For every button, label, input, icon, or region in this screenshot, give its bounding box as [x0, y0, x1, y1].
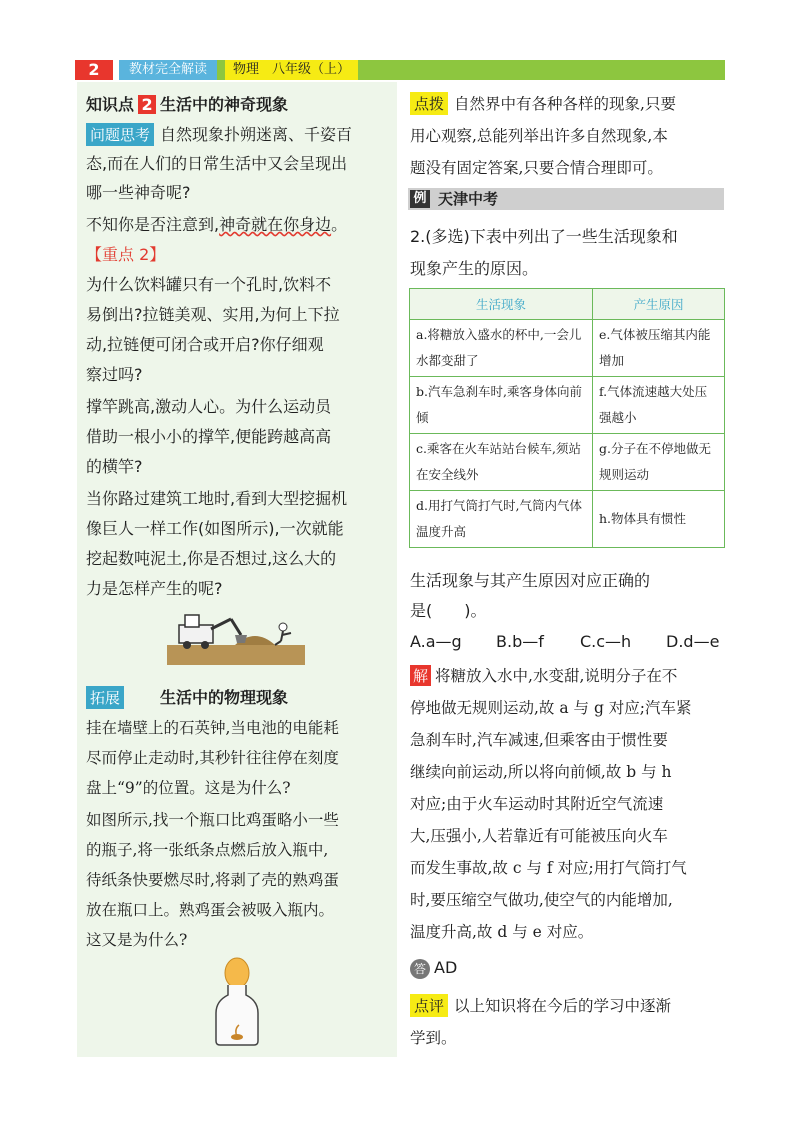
kp-number: 2: [138, 95, 156, 114]
text-span: 不知你是否注意到,: [86, 215, 220, 234]
extension-title: 生活中的物理现象: [160, 688, 289, 707]
text-line: 急刹车时,汽车减速,但乘客由于惯性要: [410, 731, 668, 749]
text-line: 用心观察,总能列举出许多自然现象,本: [410, 127, 668, 145]
text-line: 自然现象扑朔迷离、千姿百: [160, 125, 353, 144]
text-line: 的瓶子,将一张纸条点燃后放入瓶中,: [86, 841, 329, 859]
text-line: 借助一根小小的撑竿,便能跨越高高: [86, 427, 332, 446]
text-line: 放在瓶口上。熟鸡蛋会被吸入瓶内。: [86, 901, 335, 919]
text-line: 尽而停止走动时,其秒针往往停在刻度: [86, 749, 339, 767]
text-line: 盘上“9”的位置。这是为什么?: [86, 779, 291, 797]
page-header: [75, 60, 725, 80]
think-line: [86, 122, 352, 146]
book-title: 教材完全解读: [119, 60, 217, 80]
answer-tag: 答: [410, 959, 430, 979]
text-line: 察过吗?: [86, 365, 143, 384]
extension-tag: 拓展: [86, 686, 124, 709]
option-c: C.c—h: [580, 632, 632, 651]
question-line: 2.(多选)下表中列出了一些生活现象和: [410, 227, 678, 246]
example-source: 天津中考: [438, 190, 499, 208]
phenomena-table: [409, 288, 725, 548]
kp-prefix: 知识点: [86, 95, 135, 114]
text-span: 。: [331, 215, 348, 234]
text-line: 挖起数吨泥土,你是否想过,这么大的: [86, 549, 337, 568]
text-line: 如图所示,找一个瓶口比鸡蛋略小一些: [86, 811, 339, 829]
table-header-row: [410, 289, 725, 320]
option-d: D.d—e: [666, 632, 720, 651]
text-line: 哪一些神奇呢?: [86, 183, 191, 202]
solution-tag: 解: [410, 665, 431, 686]
question-line: 现象产生的原因。: [410, 259, 539, 278]
answer-value: AD: [434, 958, 458, 977]
solution-line: [410, 664, 677, 686]
text-line: 自然界中有各种各样的现象,只要: [454, 95, 676, 113]
text-line: 时,要压缩空气做功,使空气的内能增加,: [410, 891, 673, 909]
text-line: 继续向前运动,所以将向前倾,故 b 与 h: [410, 763, 672, 781]
table-cell: c.乘客在火车站站台候车,须站在安全线外: [410, 434, 593, 491]
text-line: 力是怎样产生的呢?: [86, 579, 223, 598]
bottle-egg-illustration: [212, 955, 262, 1047]
subject-label: 物理 八年级（上）: [225, 60, 358, 80]
text-line: 当你路过建筑工地时,看到大型挖掘机: [86, 489, 348, 508]
text-line: 题没有固定答案,只要合情合理即可。: [410, 159, 663, 177]
table-header: 产生原因: [593, 289, 725, 320]
table-row: [410, 377, 725, 434]
text-line: 挂在墙壁上的石英钟,当电池的电能耗: [86, 719, 339, 737]
text-line: 停地做无规则运动,故 a 与 g 对应;汽车紧: [410, 699, 692, 717]
tip-tag: 点拨: [410, 92, 448, 115]
text-line: 对应;由于火车运动时其附近空气流速: [410, 795, 664, 813]
text-line: 易倒出?拉链美观、实用,为何上下拉: [86, 305, 340, 324]
table-cell: e.气体被压缩其内能增加: [593, 320, 725, 377]
table-cell: b.汽车急刹车时,乘客身体向前倾: [410, 377, 593, 434]
table-cell: h.物体具有惯性: [593, 491, 725, 548]
review-line: [410, 994, 671, 1017]
table-cell: d.用打气筒打气时,气筒内气体温度升高: [410, 491, 593, 548]
text-line: 大,压强小,人若靠近有可能被压向火车: [410, 827, 668, 845]
kp-title: 生活中的神奇现象: [160, 95, 289, 114]
text-line: 将糖放入水中,水变甜,说明分子在不: [435, 667, 678, 685]
text-line: 为什么饮料罐只有一个孔时,饮料不: [86, 275, 332, 294]
text-line: 撑竿跳高,激动人心。为什么运动员: [86, 397, 332, 416]
table-cell: g.分子在不停地做无规则运动: [593, 434, 725, 491]
page-number: 2: [75, 60, 113, 80]
question-line: 生活现象与其产生原因对应正确的: [410, 571, 651, 590]
text-line: 这又是为什么?: [86, 931, 188, 949]
table-row: [410, 434, 725, 491]
text-line: 态,而在人们的日常生活中又会呈现出: [86, 154, 348, 173]
example-label: 例: [410, 190, 430, 208]
text-line: 而发生事故,故 c 与 f 对应;用打气筒打气: [410, 859, 687, 877]
text-line: 像巨人一样工作(如图所示),一次就能: [86, 519, 344, 538]
notice-line: [86, 212, 347, 235]
emphasis-text: 神奇就在你身边: [219, 215, 332, 234]
answer-line: [410, 958, 457, 979]
text-line: 的横竿?: [86, 457, 143, 476]
table-cell: a.将糖放入盛水的杯中,一会儿水都变甜了: [410, 320, 593, 377]
table-row: [410, 491, 725, 548]
table-cell: f.气体流速越大处压强越小: [593, 377, 725, 434]
option-b: B.b—f: [496, 632, 544, 651]
option-a: A.a—g: [410, 632, 462, 651]
table-header: 生活现象: [410, 289, 593, 320]
tip-line: [410, 92, 676, 115]
text-line: 待纸条快要燃尽时,将剥了壳的熟鸡蛋: [86, 871, 339, 889]
text-line: 动,拉链便可闭合或开启?你仔细观: [86, 335, 324, 354]
question-line: 是( )。: [410, 601, 487, 620]
review-tag: 点评: [410, 994, 448, 1017]
knowledge-point-title: [86, 92, 288, 115]
text-line: 学到。: [410, 1029, 457, 1047]
excavator-illustration: [165, 605, 307, 667]
key-point-label: 【重点 2】: [86, 245, 166, 264]
extension-heading: [86, 685, 288, 709]
think-tag: 问题思考: [86, 123, 154, 146]
text-line: 温度升高,故 d 与 e 对应。: [410, 923, 594, 941]
text-line: 以上知识将在今后的学习中逐渐: [454, 997, 672, 1015]
table-row: [410, 320, 725, 377]
